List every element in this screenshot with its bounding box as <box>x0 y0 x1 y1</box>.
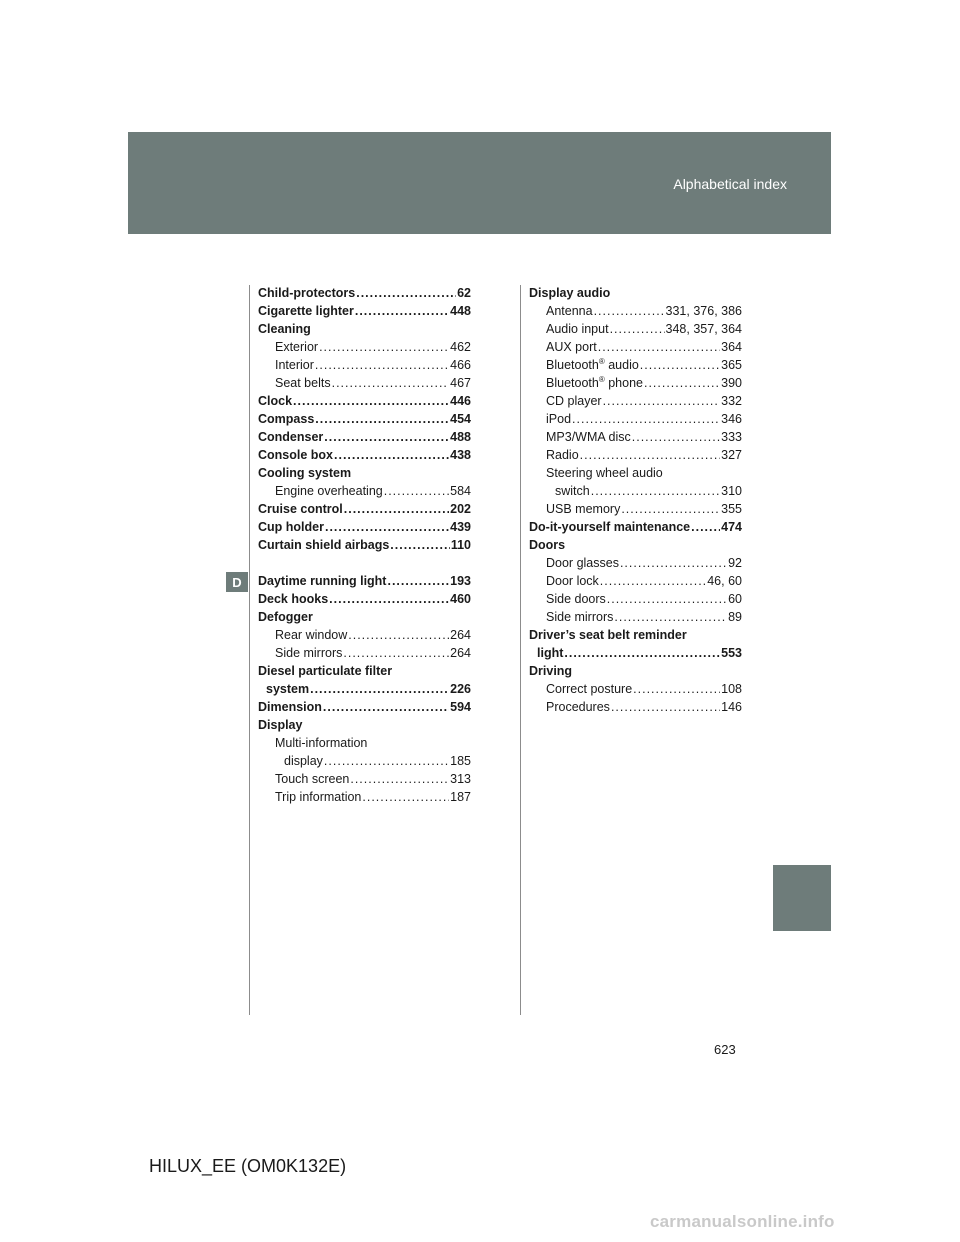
dot-leader <box>620 554 727 572</box>
registered-mark: ® <box>598 374 605 384</box>
index-entry[interactable] <box>529 464 742 482</box>
index-entry[interactable] <box>529 536 742 554</box>
entry-page: 467 <box>450 376 471 390</box>
entry-page: 584 <box>450 484 471 498</box>
entry-label: Door lock <box>546 574 599 588</box>
entry-label: Touch screen <box>275 772 350 786</box>
dot-leader <box>310 680 449 698</box>
index-entry[interactable] <box>258 572 471 590</box>
dot-leader <box>591 482 720 500</box>
entry-page: 462 <box>450 340 471 354</box>
entry-label: Trip information <box>275 790 362 804</box>
entry-label: Audio input <box>546 322 609 336</box>
entry-label: Side doors <box>546 592 606 606</box>
dot-leader <box>355 302 449 320</box>
index-entry[interactable] <box>258 320 471 338</box>
entry-label: Multi-information <box>275 736 368 750</box>
entry-page: 264 <box>450 628 471 642</box>
entry-page: 92 <box>728 556 742 570</box>
entry-page: 62 <box>457 286 471 300</box>
dot-leader <box>387 572 449 590</box>
entry-label: Exterior <box>275 340 319 354</box>
index-column-left <box>258 284 471 806</box>
index-entry[interactable] <box>529 572 742 590</box>
index-entry[interactable] <box>529 500 742 518</box>
entry-label: light <box>537 646 564 660</box>
entry-label: CD player <box>546 394 602 408</box>
side-thumb-tab <box>773 865 831 931</box>
entry-page: 346 <box>721 412 742 426</box>
letter-tab: D <box>226 572 248 592</box>
index-entry[interactable] <box>258 644 471 662</box>
dot-leader <box>334 446 449 464</box>
entry-label: Seat belts <box>275 376 331 390</box>
dot-leader <box>319 338 449 356</box>
entry-page: 202 <box>450 502 471 516</box>
dot-leader <box>329 590 449 608</box>
index-entry[interactable] <box>258 428 471 446</box>
index-entry[interactable] <box>529 446 742 464</box>
index-entry[interactable] <box>258 500 471 518</box>
index-entry[interactable] <box>258 626 471 644</box>
entry-page: 454 <box>450 412 471 426</box>
entry-page: 185 <box>450 754 471 768</box>
index-entry[interactable] <box>529 698 742 716</box>
dot-leader <box>607 590 727 608</box>
index-entry[interactable] <box>529 680 742 698</box>
entry-label: Cruise control <box>258 502 343 516</box>
index-entry[interactable] <box>258 356 471 374</box>
dot-leader <box>356 284 456 302</box>
dot-leader <box>611 698 720 716</box>
index-entry[interactable] <box>529 392 742 410</box>
index-entry[interactable] <box>258 680 471 698</box>
entry-label: Cooling system <box>258 466 352 480</box>
dot-leader <box>332 374 450 392</box>
index-entry[interactable] <box>258 590 471 608</box>
index-entry[interactable] <box>258 770 471 788</box>
entry-page: 310 <box>721 484 742 498</box>
index-entry[interactable] <box>529 518 742 536</box>
dot-leader <box>572 410 720 428</box>
dot-leader <box>633 680 720 698</box>
watermark: carmanualsonline.info <box>650 1212 835 1231</box>
entry-page: 264 <box>450 646 471 660</box>
entry-label: Radio <box>546 448 579 462</box>
dot-leader <box>348 626 449 644</box>
entry-label: Driver’s seat belt reminder <box>529 628 687 642</box>
index-entry[interactable] <box>529 410 742 428</box>
entry-page: 46, 60 <box>707 574 742 588</box>
index-entry[interactable] <box>258 464 471 482</box>
dot-leader <box>344 500 449 518</box>
index-entry[interactable] <box>258 374 471 392</box>
entry-page: 226 <box>450 682 471 696</box>
entry-label: Deck hooks <box>258 592 329 606</box>
dot-leader <box>315 410 449 428</box>
index-entry[interactable] <box>529 608 742 626</box>
entry-page: 438 <box>450 448 471 462</box>
entry-page: 446 <box>450 394 471 408</box>
index-entry[interactable] <box>258 716 471 734</box>
entry-label: Defogger <box>258 610 313 624</box>
entry-page: 333 <box>721 430 742 444</box>
entry-page: 488 <box>450 430 471 444</box>
column-divider-middle <box>520 285 521 1015</box>
entry-label: display <box>284 754 323 768</box>
entry-label: Procedures <box>546 700 610 714</box>
dot-leader <box>644 374 720 392</box>
entry-label: Interior <box>275 358 314 372</box>
entry-label: Cup holder <box>258 520 324 534</box>
index-entry[interactable] <box>258 392 471 410</box>
entry-page: 89 <box>728 610 742 624</box>
entry-label: Dimension <box>258 700 322 714</box>
index-entry[interactable] <box>529 428 742 446</box>
dot-leader <box>614 608 727 626</box>
index-entry[interactable] <box>529 662 742 680</box>
index-entry[interactable] <box>529 284 742 302</box>
index-entry[interactable] <box>529 482 742 500</box>
dot-leader <box>343 644 449 662</box>
index-entry[interactable] <box>258 410 471 428</box>
entry-page: 146 <box>721 700 742 714</box>
index-entry[interactable] <box>529 302 742 320</box>
dot-leader <box>580 446 720 464</box>
entry-label: Rear window <box>275 628 348 642</box>
header-bar <box>128 132 831 234</box>
registered-mark: ® <box>598 356 605 366</box>
entry-page: 439 <box>450 520 471 534</box>
entry-page: 448 <box>450 304 471 318</box>
dot-leader <box>325 518 449 536</box>
index-entry[interactable] <box>258 734 471 752</box>
entry-page: 108 <box>721 682 742 696</box>
entry-label: Driving <box>529 664 573 678</box>
index-entry[interactable] <box>529 338 742 356</box>
entry-label: MP3/WMA disc <box>546 430 631 444</box>
index-entry[interactable] <box>258 608 471 626</box>
entry-label: Child-protectors <box>258 286 356 300</box>
dot-leader <box>324 428 449 446</box>
entry-label: Display audio <box>529 286 611 300</box>
index-entry[interactable] <box>529 644 742 662</box>
index-entry[interactable] <box>258 536 471 554</box>
dot-leader <box>632 428 720 446</box>
entry-label: Console box <box>258 448 334 462</box>
entry-label: Diesel particulate filter <box>258 664 393 678</box>
entry-label: Cigarette lighter <box>258 304 354 318</box>
entry-page: 348, 357, 364 <box>665 322 742 336</box>
entry-label: system <box>266 682 310 696</box>
dot-leader <box>362 788 449 806</box>
entry-label: Condenser <box>258 430 324 444</box>
manual-code: HILUX_EE (OM0K132E) <box>149 1156 347 1176</box>
entry-label: Side mirrors <box>546 610 614 624</box>
entry-page: 364 <box>721 340 742 354</box>
index-column-right <box>529 284 742 716</box>
dot-leader <box>564 644 720 662</box>
index-entry[interactable] <box>258 302 471 320</box>
dot-leader <box>610 320 665 338</box>
entry-label: Display <box>258 718 303 732</box>
entry-page: 60 <box>728 592 742 606</box>
entry-label: AUX port <box>546 340 597 354</box>
dot-leader <box>594 302 665 320</box>
dot-leader <box>603 392 721 410</box>
entry-label: Do-it-yourself maintenance <box>529 520 691 534</box>
index-entry[interactable] <box>258 338 471 356</box>
dot-leader <box>598 338 720 356</box>
dot-leader <box>691 518 720 536</box>
index-entry[interactable] <box>258 752 471 770</box>
entry-page: 390 <box>721 376 742 390</box>
index-entry[interactable] <box>529 626 742 644</box>
dot-leader <box>293 392 449 410</box>
index-entry[interactable] <box>529 320 742 338</box>
entry-page: 355 <box>721 502 742 516</box>
dot-leader <box>390 536 450 554</box>
entry-page: 332 <box>721 394 742 408</box>
dot-leader <box>324 752 449 770</box>
index-entry[interactable] <box>529 590 742 608</box>
dot-leader <box>600 572 706 590</box>
index-entry[interactable] <box>529 374 742 392</box>
entry-label: Engine overheating <box>275 484 383 498</box>
entry-page: 553 <box>721 646 742 660</box>
dot-leader <box>384 482 449 500</box>
index-entry[interactable] <box>258 284 471 302</box>
index-entry[interactable] <box>258 788 471 806</box>
index-entry[interactable] <box>258 482 471 500</box>
entry-label: Doors <box>529 538 566 552</box>
entry-label: Compass <box>258 412 315 426</box>
entry-page: 474 <box>721 520 742 534</box>
entry-label: USB memory <box>546 502 621 516</box>
section-gap <box>258 554 471 572</box>
index-entry[interactable] <box>258 518 471 536</box>
entry-label: Correct posture <box>546 682 633 696</box>
entry-label: Door glasses <box>546 556 619 570</box>
entry-label: Daytime running light <box>258 574 387 588</box>
entry-page: 193 <box>450 574 471 588</box>
entry-page: 594 <box>450 700 471 714</box>
entry-label: Curtain shield airbags <box>258 538 390 552</box>
entry-page: 365 <box>721 358 742 372</box>
index-entry[interactable] <box>258 446 471 464</box>
index-entry[interactable] <box>258 662 471 680</box>
entry-page: 331, 376, 386 <box>665 304 742 318</box>
entry-label: iPod <box>546 412 572 426</box>
section-title: Alphabetical index <box>673 176 787 192</box>
entry-page: 187 <box>450 790 471 804</box>
entry-label: Side mirrors <box>275 646 343 660</box>
entry-page: 313 <box>450 772 471 786</box>
page-number: 623 <box>714 1042 736 1057</box>
dot-leader <box>323 698 449 716</box>
entry-page: 327 <box>721 448 742 462</box>
entry-label: Clock <box>258 394 293 408</box>
entry-label: Antenna <box>546 304 593 318</box>
dot-leader <box>640 356 720 374</box>
dot-leader <box>350 770 449 788</box>
index-entry[interactable] <box>529 356 742 374</box>
column-divider-left <box>249 285 250 1015</box>
dot-leader <box>315 356 449 374</box>
entry-page: 466 <box>450 358 471 372</box>
entry-label: switch <box>555 484 590 498</box>
entry-label: Bluetooth® phone <box>546 374 643 390</box>
dot-leader <box>621 500 720 518</box>
entry-page: 460 <box>450 592 471 606</box>
index-entry[interactable] <box>529 554 742 572</box>
entry-page: 110 <box>450 538 471 552</box>
index-entry[interactable] <box>258 698 471 716</box>
entry-label: Cleaning <box>258 322 311 336</box>
entry-label: Bluetooth® audio <box>546 356 639 372</box>
entry-label: Steering wheel audio <box>546 466 663 480</box>
